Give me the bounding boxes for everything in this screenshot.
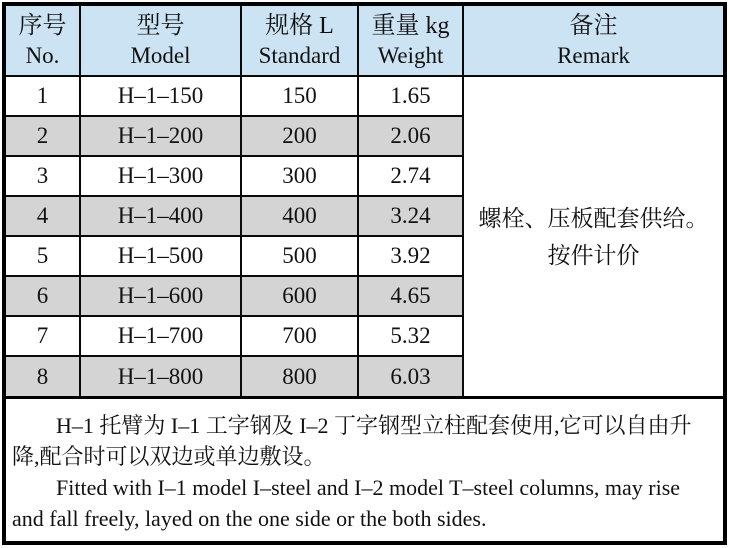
- header-row: [6, 6, 723, 76]
- cell-no: 8: [6, 356, 80, 396]
- cell-no: 4: [6, 196, 80, 236]
- remark-cell: [463, 76, 723, 396]
- header-cell-weight: [358, 6, 463, 76]
- cell-standard: 400: [241, 196, 358, 236]
- cell-standard: 150: [241, 76, 358, 116]
- cell-weight: 3.92: [358, 236, 463, 276]
- footnote-section: [6, 396, 723, 541]
- header-weight-zh: 重量 kg: [371, 13, 450, 39]
- header-remark-en: Remark: [557, 43, 630, 68]
- header-cell-remark: [463, 6, 723, 76]
- cell-model: H–1–600: [80, 276, 241, 316]
- cell-no: 1: [6, 76, 80, 116]
- header-model-en: Model: [130, 43, 191, 68]
- cell-weight: 2.74: [358, 156, 463, 196]
- cell-model: H–1–500: [80, 236, 241, 276]
- footnote-chinese: H–1 托臂为 I–1 工字钢及 I–2 丁字钢型立柱配套使用,它可以自由升降,配合时可以双边或单边敷设。: [12, 413, 692, 469]
- cell-standard: 500: [241, 236, 358, 276]
- header-remark-zh: 备注: [569, 13, 618, 39]
- header-cell-standard: [241, 6, 358, 76]
- cell-standard: 700: [241, 316, 358, 356]
- header-cell-no: [6, 6, 80, 76]
- table-row: [6, 76, 723, 116]
- header-no-zh: 序号: [18, 13, 67, 39]
- cell-no: 6: [6, 276, 80, 316]
- cell-weight: 2.06: [358, 116, 463, 156]
- cell-no: 5: [6, 236, 80, 276]
- cell-weight: 6.03: [358, 356, 463, 396]
- cell-model: H–1–400: [80, 196, 241, 236]
- cell-no: 2: [6, 116, 80, 156]
- spec-table: [6, 6, 723, 396]
- header-weight-en: Weight: [377, 43, 444, 68]
- cell-standard: 300: [241, 156, 358, 196]
- table-frame: [2, 2, 727, 545]
- cell-standard: 800: [241, 356, 358, 396]
- cell-model: H–1–200: [80, 116, 241, 156]
- cell-model: H–1–150: [80, 76, 241, 116]
- cell-weight: 5.32: [358, 316, 463, 356]
- cell-no: 7: [6, 316, 80, 356]
- cell-weight: 4.65: [358, 276, 463, 316]
- header-standard-zh: 规格 L: [265, 13, 334, 39]
- cell-model: H–1–300: [80, 156, 241, 196]
- cell-no: 3: [6, 156, 80, 196]
- cell-standard: 600: [241, 276, 358, 316]
- header-standard-en: Standard: [258, 43, 341, 68]
- header-cell-model: [80, 6, 241, 76]
- footnote-english: Fitted with I–1 model I–steel and I–2 model T–steel columns, may rise and fall freely, layed on the one side or the both sides.: [12, 475, 681, 531]
- header-no-en: No.: [25, 43, 60, 68]
- cell-weight: 3.24: [358, 196, 463, 236]
- cell-standard: 200: [241, 116, 358, 156]
- cell-model: H–1–700: [80, 316, 241, 356]
- cell-model: H–1–800: [80, 356, 241, 396]
- header-model-zh: 型号: [136, 13, 185, 39]
- cell-weight: 1.65: [358, 76, 463, 116]
- remark-line-1: 螺栓、压板配套供给。: [478, 205, 709, 231]
- remark-line-2: 按件计价: [547, 242, 640, 268]
